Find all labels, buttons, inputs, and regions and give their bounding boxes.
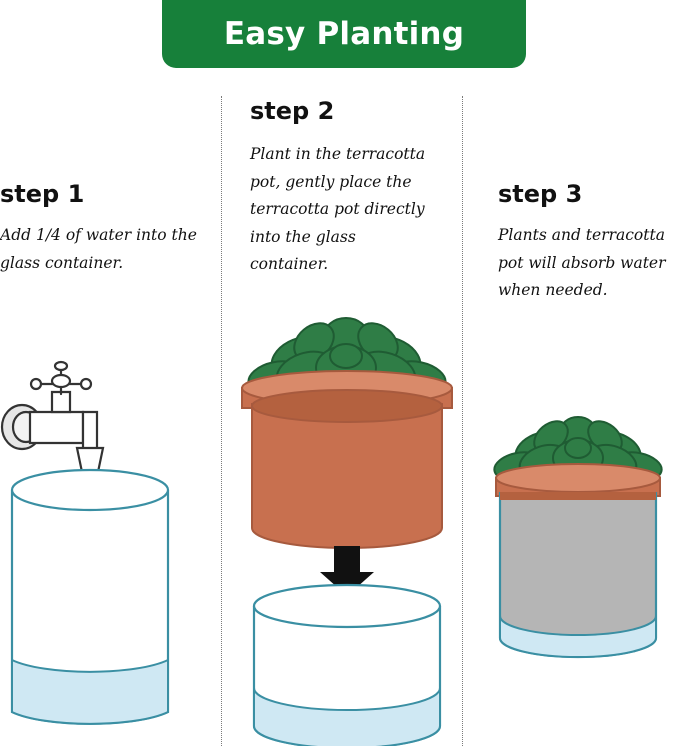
step-3-body: Plants and terracotta pot will absorb water when needed. (498, 226, 666, 300)
step-1-illustration (0, 360, 221, 746)
step-3-illustration (488, 400, 678, 720)
step-1-title: step 1 (0, 180, 85, 208)
page-title: Easy Planting (223, 16, 465, 52)
terracotta-pot (242, 371, 452, 548)
step-1-column (0, 0, 221, 746)
step-1-body: Add 1/4 of water into the glass container. (0, 226, 197, 272)
step-3-title: step 3 (498, 180, 583, 208)
terracotta-pot (496, 464, 660, 496)
glass-container (12, 470, 168, 724)
glass-container (254, 585, 440, 746)
step-2-title: step 2 (250, 97, 335, 125)
faucet-icon (2, 362, 103, 480)
step-2-column (222, 0, 465, 746)
step-2-body: Plant in the terracotta pot, gently place the terracotta pot directly into the glass container. (250, 145, 426, 274)
glass-container (500, 492, 656, 657)
step-2-illustration (236, 296, 466, 746)
step-3-column (463, 0, 679, 746)
